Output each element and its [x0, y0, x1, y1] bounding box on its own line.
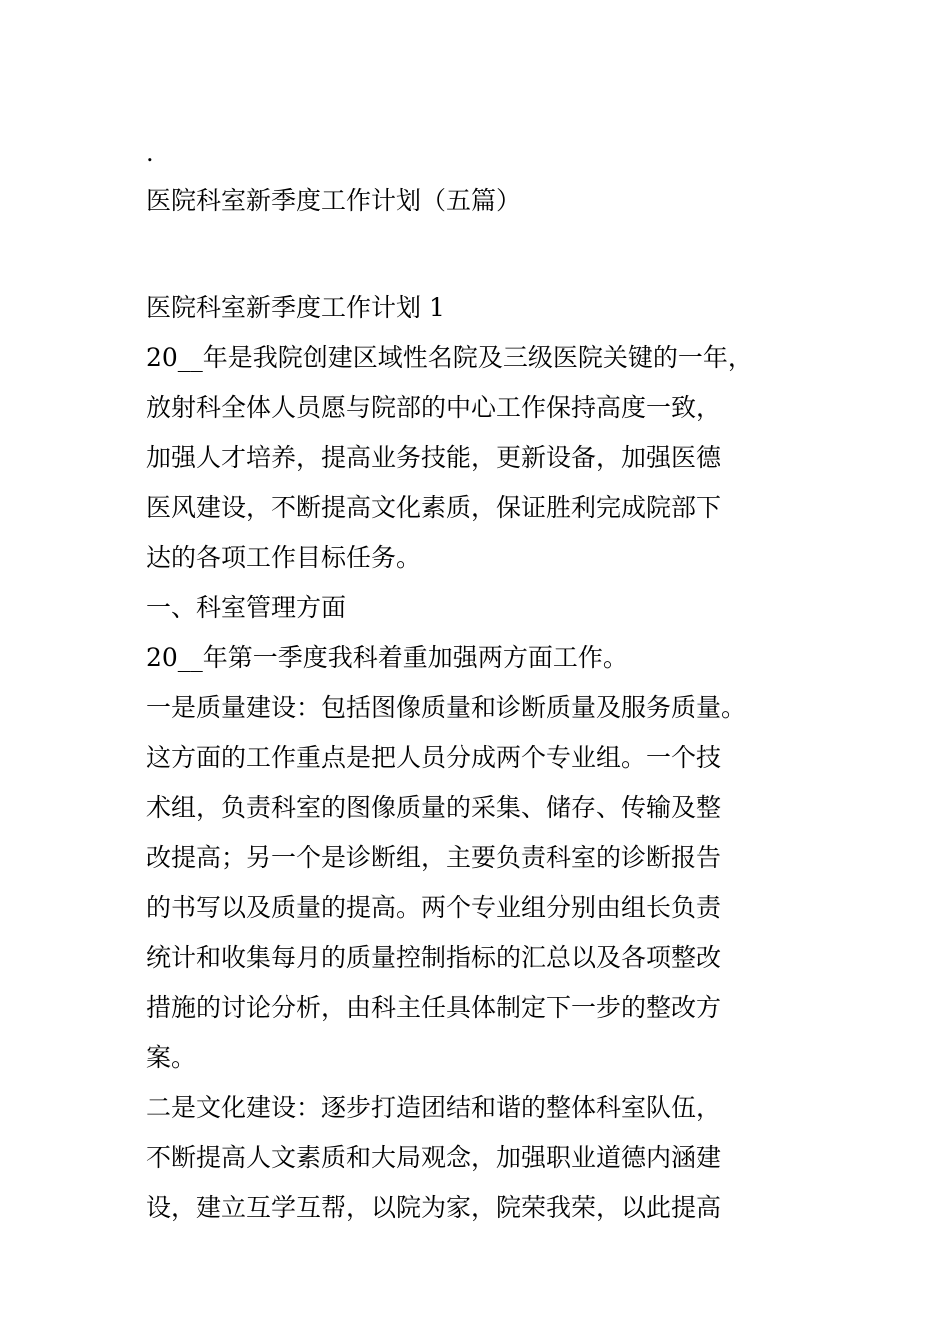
paragraph-line: 不断提高人文素质和大局观念，加强职业道德内涵建: [146, 1143, 722, 1172]
paragraph-line: 这方面的工作重点是把人员分成两个专业组。一个技: [146, 743, 722, 772]
paragraph-line: 案。: [146, 1043, 197, 1072]
document-title: 医院科室新季度工作计划（五篇）: [146, 186, 522, 215]
paragraph-line: 的书写以及质量的提高。两个专业组分别由组长负责: [146, 893, 722, 922]
paragraph-line: 20__年第一季度我科着重加强两方面工作。: [146, 643, 628, 672]
page-marker: .: [146, 139, 154, 167]
section-heading: 医院科室新季度工作计划 1: [146, 293, 445, 322]
paragraph-line: 放射科全体人员愿与院部的中心工作保持高度一致，: [146, 393, 722, 422]
paragraph-line: 达的各项工作目标任务。: [146, 543, 422, 572]
subheading-line: 一、科室管理方面: [146, 593, 347, 622]
paragraph-line: 20__年是我院创建区域性名院及三级医院关键的一年，: [146, 343, 753, 372]
document-body: [146, 283, 846, 1233]
paragraph-line: 措施的讨论分析，由科主任具体制定下一步的整改方: [146, 993, 722, 1022]
paragraph-line: 一是质量建设：包括图像质量和诊断质量及服务质量。: [146, 693, 747, 722]
paragraph-line: 改提高；另一个是诊断组，主要负责科室的诊断报告: [146, 843, 722, 872]
paragraph-line: 医风建设，不断提高文化素质，保证胜利完成院部下: [146, 493, 722, 522]
paragraph-line: 术组，负责科室的图像质量的采集、储存、传输及整: [146, 793, 722, 822]
paragraph-line: 加强人才培养，提高业务技能，更新设备，加强医德: [146, 443, 722, 472]
paragraph-line: 二是文化建设：逐步打造团结和谐的整体科室队伍，: [146, 1093, 722, 1122]
paragraph-line: 设，建立互学互帮，以院为家，院荣我荣，以此提高: [146, 1193, 722, 1222]
paragraph-line: 统计和收集每月的质量控制指标的汇总以及各项整改: [146, 943, 722, 972]
